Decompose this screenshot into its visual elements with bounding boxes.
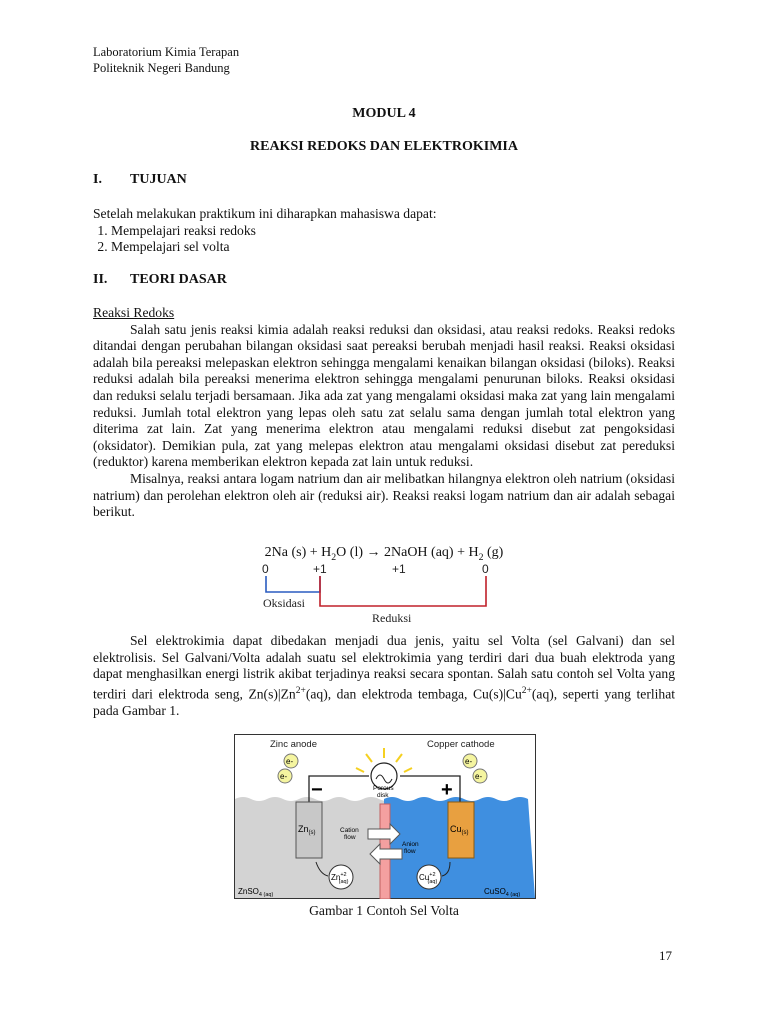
- reduksi-label: Reduksi: [372, 611, 412, 625]
- equation-part: (g): [483, 545, 504, 560]
- electron-label: e-: [465, 757, 473, 766]
- copper-electrode-label: $Cu_{(s)}$: [450, 824, 469, 836]
- cuso4-label: CuSO$_{4 (aq)}$: [484, 887, 521, 898]
- electron-label: e-: [286, 757, 294, 766]
- section-number: I.: [93, 172, 102, 187]
- intro-text: Setelah melakukan praktikum ini diharapkan mahasiswa dapat:: [93, 206, 437, 221]
- znso4-label: ZnSO$_{4 (aq)}$: [238, 887, 274, 898]
- electron-label: e-: [280, 772, 288, 781]
- section-teori-heading: [93, 272, 227, 288]
- list-item: 1. Mempelajari reaksi redoks: [111, 223, 675, 240]
- body-block-1: [93, 305, 675, 521]
- cation-flow-label: flow: [344, 834, 356, 841]
- subheading: Reaksi Redoks: [93, 305, 175, 320]
- figure-caption: Gambar 1 Contoh Sel Volta: [309, 903, 459, 918]
- equation-subscript: 2: [478, 551, 484, 563]
- voltaic-cell-figure: [234, 734, 536, 899]
- oksidasi-bracket: [266, 576, 320, 592]
- anion-flow-label: flow: [404, 848, 416, 855]
- text-run: (aq), dan elektroda tembaga, Cu(s)|Cu: [305, 686, 522, 702]
- copper-cathode-label: Copper cathode: [427, 739, 495, 750]
- superscript: 2+: [521, 685, 532, 696]
- text-run: Sel elektrokimia dapat dibedakan menjadi dua jenis, yaitu sel Volta (sel Galvani) dan sel elektrolisis. Sel Galvani/Volta adalah suatu sel elektrokimia yang terdiri dari dua buah elektroda yang dapat menghasilkan energi listrik akibat terjadinya reaksi secara spontan. Salah satu contoh sel Volta yang terdiri dari elektroda seng, Zn(s)|Zn: [93, 633, 675, 702]
- electron-label: e-: [475, 772, 483, 781]
- oxidation-number-na: 0: [262, 562, 269, 576]
- zinc-electrode-label: $Zn_{(s)}$: [298, 824, 316, 836]
- oxidation-number-naoh: +1: [392, 562, 406, 576]
- reduksi-bracket: [320, 576, 486, 606]
- redox-equation: [0, 545, 768, 563]
- oxidation-number-h2: 0: [482, 562, 489, 576]
- page-number: 17: [659, 948, 672, 963]
- goals-block: [93, 206, 675, 256]
- paragraph-2: Misalnya, reaksi antara logam natrium dan air melibatkan hilangnya elektron oleh natrium (oksidasi natrium) dan perolehan elektron oleh air (reduksi air). Reaksi reaksi logam natrium dan air adalah sebagai berikut.: [93, 470, 675, 520]
- cation-flow-label: Cation: [340, 827, 359, 834]
- list-item: 2. Mempelajari sel volta: [111, 239, 675, 256]
- porous-disk-label: Porous: [373, 785, 394, 792]
- module-title: REAKSI REDOKS DAN ELEKTROKIMIA: [250, 139, 518, 154]
- section-number: II.: [93, 272, 108, 287]
- plus-terminal: +: [441, 779, 453, 801]
- section-title: TEORI DASAR: [130, 272, 227, 287]
- superscript: 2+: [295, 685, 306, 696]
- header-line-1: Laboratorium Kimia Terapan: [93, 45, 240, 59]
- zinc-ion-label: $Zn^{+2}$ (aq): [331, 872, 349, 885]
- zinc-anode-label: Zinc anode: [270, 739, 318, 750]
- porous-disk-label: disk: [377, 792, 389, 799]
- anion-flow-label: Anion: [402, 841, 419, 848]
- oxidation-number-h: +1: [313, 562, 327, 576]
- running-header: [93, 44, 239, 76]
- copper-ion-label: $Cu^{+2}$ (aq): [419, 872, 438, 885]
- text-run: (aq), seperti yang terlihat pada Gambar 1.: [93, 686, 676, 718]
- section-title: TUJUAN: [130, 172, 187, 187]
- oksidasi-label: Oksidasi: [263, 596, 305, 610]
- minus-terminal: −: [311, 779, 323, 801]
- equation-subscript: 2: [331, 551, 337, 563]
- equation-part: O (l) → 2NaOH (aq) + H: [336, 545, 479, 560]
- section-tujuan-heading: [93, 172, 187, 188]
- goals-list: [93, 223, 675, 256]
- body-block-2: [93, 633, 675, 720]
- paragraph-1: Salah satu jenis reaksi kimia adalah reaksi reduksi dan oksidasi, atau reaksi redoks. Reaksi redoks ditandai dengan perubahan bilangan oksidasi saat pereaksi berubah menjadi hasil reaksi. Reaksi oksidasi adalah bila pereaksi melepaskan elektron sehingga mengalami kenaikan bilangan oksidasi (biloks). Reaksi reduksi adalah bila pereaksi menerima elektron sehingga mengalami penurunan biloks. Reaksi oksidasi dan reduksi selalu terjadi bersamaan. Jika ada zat yang mengalami oksidasi maka zat yang lain mengalami reduksi. Jumlah total elektron yang lepas oleh satu zat selalu sama dengan jumlah total elektron yang diterima zat lain. Zat yang menerima elektron atau mengalami reduksi disebut zat pengoksidasi (oksidator). Demikian pula, zat yang melepas elektron atau mengalami oksidasi disebut zat pereduksi (reduktor) karena memberikan elektron kepada zat lain untuk reduksi.: [93, 321, 675, 470]
- header-line-2: Politeknik Negeri Bandung: [93, 61, 230, 75]
- module-number: MODUL 4: [352, 106, 416, 121]
- paragraph-3: [93, 633, 675, 720]
- equation-part: 2Na (s) + H: [264, 545, 332, 560]
